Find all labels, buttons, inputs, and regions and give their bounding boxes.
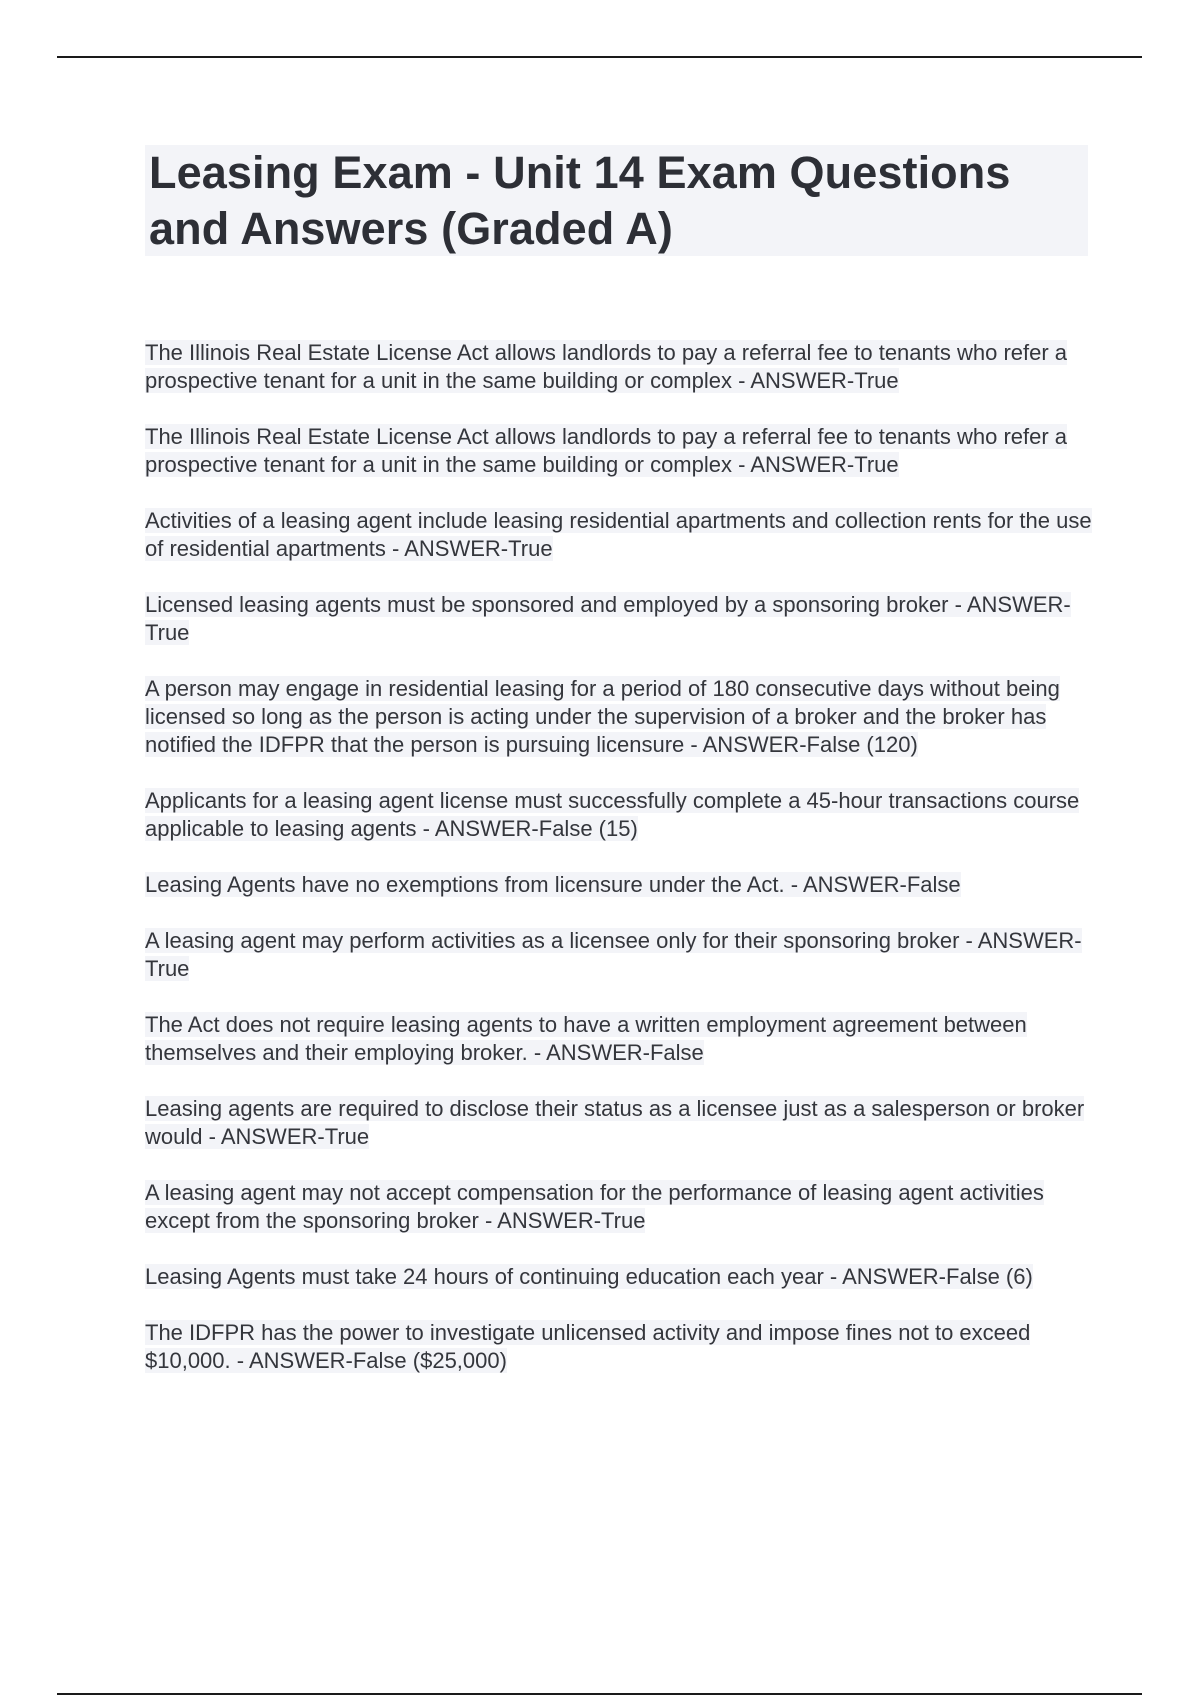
qa-text: The Illinois Real Estate License Act allows landlords to pay a referral fee to tenants who refer a prospective tenant for a unit in the same building or complex - ANSWER-True [145, 424, 1068, 477]
qa-text: Leasing Agents must take 24 hours of continuing education each year - ANSWER-False (6) [145, 1264, 1033, 1289]
qa-text: The Act does not require leasing agents to have a written employment agreement between themselves and their employing broker. - ANSWER-False [145, 1012, 1027, 1065]
qa-item-11 [145, 1179, 1095, 1235]
top-rule [57, 56, 1142, 58]
qa-list [145, 339, 1095, 1403]
qa-text: A person may engage in residential leasing for a period of 180 consecutive days without being licensed so long as the person is acting under the supervision of a broker and the broker has notified the IDFPR that the person is pursuing licensure - ANSWER-False (120) [145, 676, 1060, 757]
qa-text: Activities of a leasing agent include leasing residential apartments and collection rents for the use of residential apartments - ANSWER-True [145, 508, 1092, 561]
qa-text: A leasing agent may not accept compensation for the performance of leasing agent activities except from the sponsoring broker - ANSWER-True [145, 1180, 1044, 1233]
qa-text: Licensed leasing agents must be sponsored and employed by a sponsoring broker - ANSWER-True [145, 592, 1071, 645]
qa-item-2 [145, 423, 1095, 479]
qa-text: The IDFPR has the power to investigate unlicensed activity and impose fines not to exceed $10,000. - ANSWER-False ($25,000) [145, 1320, 1031, 1373]
qa-item-13 [145, 1319, 1095, 1375]
qa-item-12 [145, 1263, 1095, 1291]
qa-text: A leasing agent may perform activities as a licensee only for their sponsoring broker - ANSWER-True [145, 928, 1082, 981]
qa-item-8 [145, 927, 1095, 983]
title-block [145, 145, 1088, 256]
qa-text: Leasing Agents have no exemptions from licensure under the Act. - ANSWER-False [145, 872, 961, 897]
qa-item-6 [145, 787, 1095, 843]
qa-item-5 [145, 675, 1095, 759]
qa-text: Leasing agents are required to disclose their status as a licensee just as a salesperson or broker would - ANSWER-True [145, 1096, 1085, 1149]
qa-item-7 [145, 871, 1095, 899]
qa-item-1 [145, 339, 1095, 395]
qa-item-10 [145, 1095, 1095, 1151]
qa-item-4 [145, 591, 1095, 647]
qa-item-3 [145, 507, 1095, 563]
qa-item-9 [145, 1011, 1095, 1067]
page-title: Leasing Exam - Unit 14 Exam Questions and Answers (Graded A) [149, 147, 1011, 254]
bottom-rule [57, 1693, 1142, 1695]
qa-text: Applicants for a leasing agent license must successfully complete a 45-hour transactions course applicable to leasing agents - ANSWER-False (15) [145, 788, 1080, 841]
qa-text: The Illinois Real Estate License Act allows landlords to pay a referral fee to tenants who refer a prospective tenant for a unit in the same building or complex - ANSWER-True [145, 340, 1068, 393]
